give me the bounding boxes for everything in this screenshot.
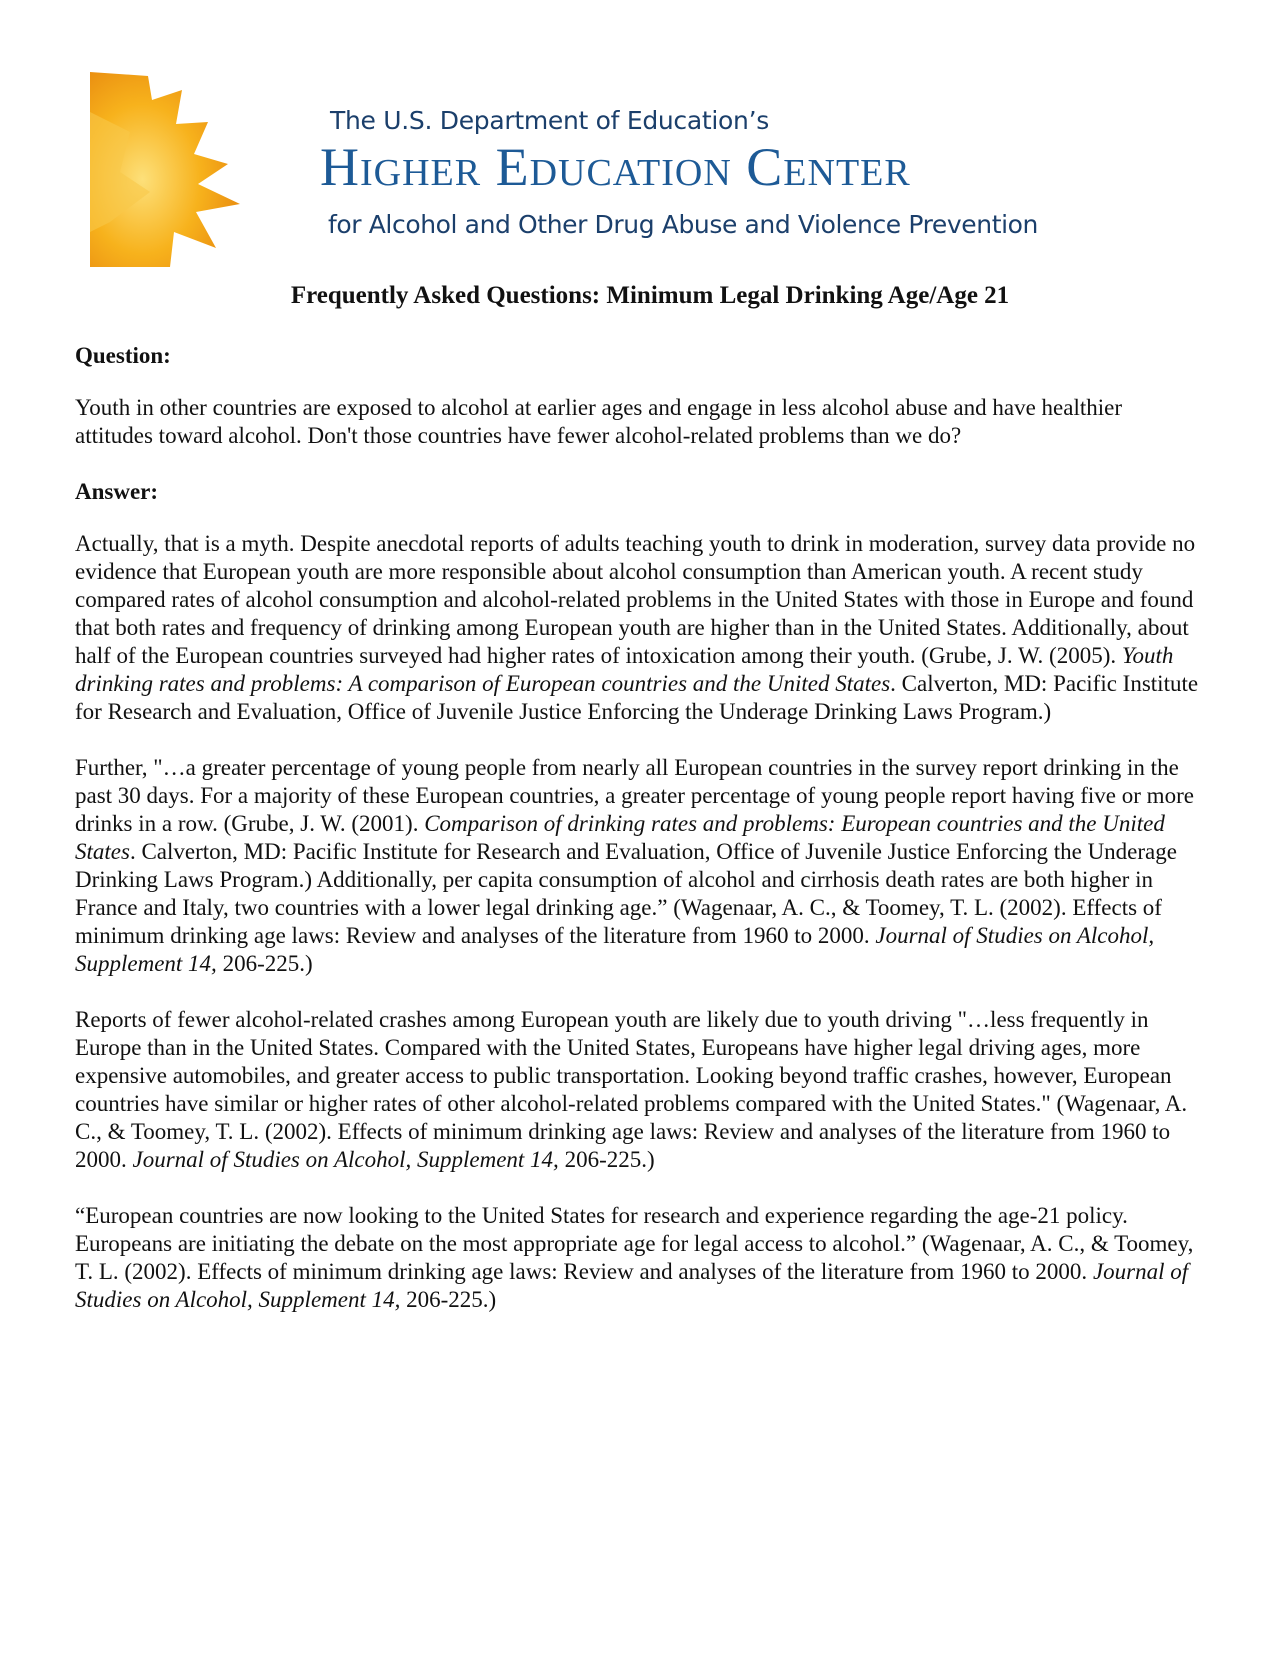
question-label: Question:	[75, 343, 171, 368]
answer-paragraph-3	[75, 1006, 1205, 1174]
paragraph-text: Actually, that is a myth. Despite anecdotal reports of adults teaching youth to drink in moderation, survey data provide no evidence that European youth are more responsible about alcohol consumption than American youth. A recent study compared rates of alcohol consumption and alcohol-related problems in the United States with those in Europe and found that both rates and frequency of drinking among European youth are higher than in the United States. Additionally, about half of the European countries surveyed had higher rates of intoxication among their youth. (Grube, J. W. (2005).	[75, 531, 1196, 668]
logo-center-name: Higher Education Center	[320, 137, 911, 197]
page-title: Frequently Asked Questions: Minimum Legal Drinking Age/Age 21	[290, 282, 1010, 309]
citation-journal: Journal of Studies on Alcohol, Supplement 14,	[75, 1259, 1189, 1312]
paragraph-text: 206-225.)	[558, 1147, 655, 1172]
answer-paragraph-4	[75, 1202, 1205, 1314]
paragraph-text: 206-225.)	[216, 951, 313, 976]
question-text: Youth in other countries are exposed to alcohol at earlier ages and engage in less alcohol abuse and have healthier attitudes toward alcohol. Don't those countries have fewer alcohol-related problems than we do?	[75, 395, 1122, 448]
paragraph-text: Reports of fewer alcohol-related crashes among European youth are likely due to youth driving "…less frequently in Europe than in the United States. Compared with the United States, Europeans have higher legal driving ages, more expensive automobiles, and greater access to public transportation. Looking beyond traffic crashes, however, European countries have similar or higher rates of other alcohol-related problems compared with the United States." (Wagenaar, A. C., & Toomey, T. L. (2002). Effects of minimum drinking age laws: Review and analyses of the literature from 1960 to 2000.	[75, 1007, 1188, 1172]
paragraph-text: Further, "…a greater percentage of young people from nearly all European countries in the survey report drinking in the past 30 days. For a majority of these European countries, a greater percentage of young people report having five or more drinks in a row. (Grube, J. W. (2001).	[75, 755, 1194, 836]
logo-subtitle: for Alcohol and Other Drug Abuse and Violence Prevention	[328, 210, 1038, 239]
paragraph-text: . Calverton, MD: Pacific Institute for Research and Evaluation, Office of Juvenile Justice Enforcing the Underage Drinking Laws Program.)	[75, 671, 1199, 724]
paragraph-text: . Calverton, MD: Pacific Institute for Research and Evaluation, Office of Juvenile Justice Enforcing the Underage Drinking Laws Program.) Additionally, per capita consumption of alcohol and cirrhosis death rates are both higher in France and Italy, two countries with a lower legal drinking age.” (Wagenaar, A. C., & Toomey, T. L. (2002). Effects of minimum drinking age laws: Review and analyses of the literature from 1960 to 2000.	[75, 839, 1177, 948]
logo-wordmark	[240, 72, 1200, 267]
citation-title: Youth drinking rates and problems: A comparison of European countries and the United States	[75, 643, 1174, 696]
citation-journal: Journal of Studies on Alcohol, Supplement 14,	[132, 1147, 559, 1172]
sun-icon	[90, 72, 260, 267]
answer-paragraph-1	[75, 530, 1205, 726]
answer-paragraph-2	[75, 754, 1205, 978]
citation-title: Comparison of drinking rates and problems: European countries and the United States	[75, 811, 1165, 864]
citation-journal: Journal of Studies on Alcohol, Supplement 14,	[75, 923, 1155, 976]
header-logo	[90, 72, 1200, 267]
paragraph-text: “European countries are now looking to the United States for research and experience regarding the age-21 policy. Europeans are initiating the debate on the most appropriate age for legal access to alcohol.” (Wagenaar, A. C., & Toomey, T. L. (2002). Effects of minimum drinking age laws: Review and analyses of the literature from 1960 to 2000.	[75, 1203, 1194, 1284]
logo-department-text: The U.S. Department of Education’s	[330, 106, 769, 135]
paragraph-text: 206-225.)	[400, 1287, 497, 1312]
answer-label: Answer:	[75, 479, 159, 504]
document-body	[75, 282, 1205, 1342]
